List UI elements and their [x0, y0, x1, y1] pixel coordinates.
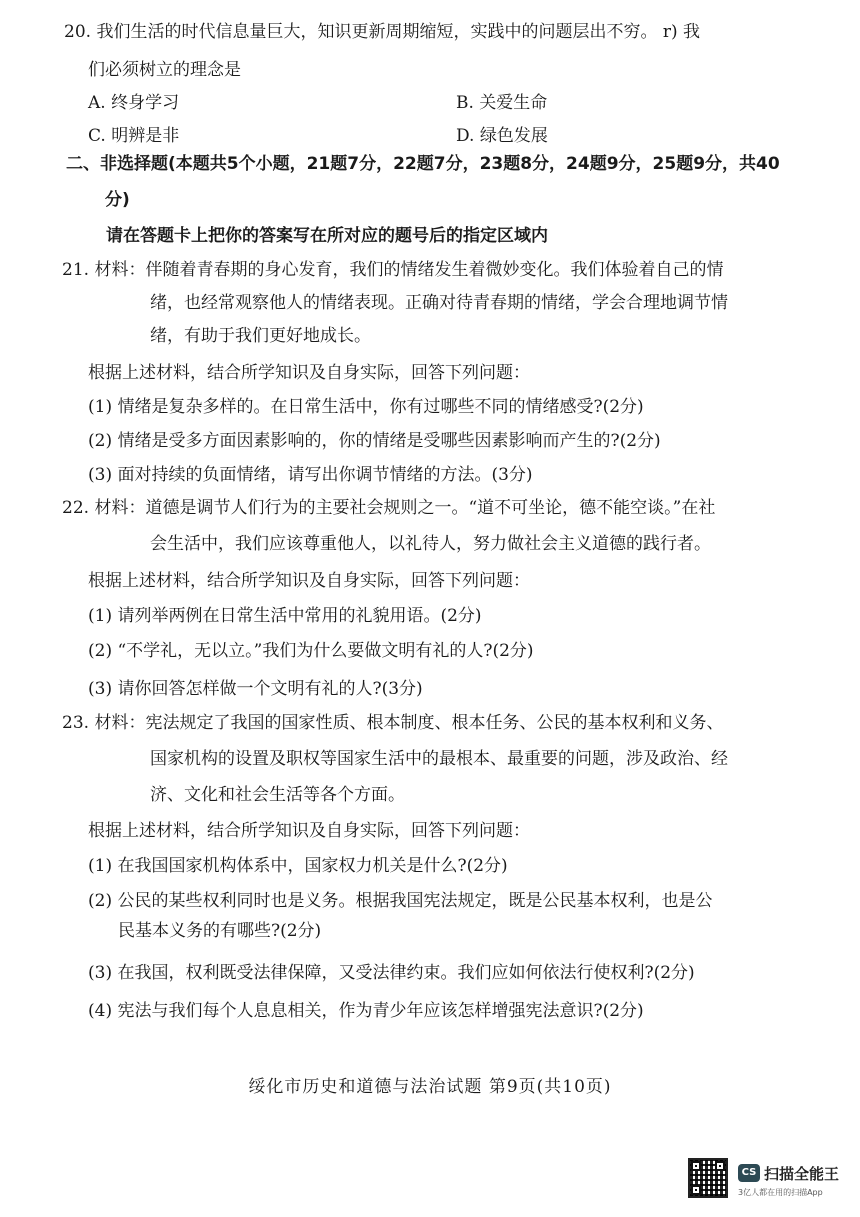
q22-sub2: (2) “不学礼，无以立。”我们为什么要做文明有礼的人?(2分)	[88, 641, 534, 661]
scanner-tagline: 3亿人都在用的扫描App	[738, 1188, 823, 1197]
q23-sub4: (4) 宪法与我们每个人息息相关，作为青少年应该怎样增强宪法意识?(2分)	[88, 1001, 644, 1021]
q21-material-line1: 21. 材料：伴随着青春期的身心发育，我们的情绪发生着微妙变化。我们体验着自己的情	[62, 260, 724, 280]
q20-option-b: B. 关爱生命	[456, 93, 548, 113]
section-title-cont: 分)	[105, 190, 130, 210]
q21-prompt: 根据上述材料，结合所学知识及自身实际，回答下列问题：	[88, 363, 530, 383]
q23-sub2-line1: (2) 公民的某些权利同时也是义务。根据我国宪法规定，既是公民基本权利，也是公	[88, 891, 713, 911]
q20-stem-line1: 20. 我们生活的时代信息量巨大，知识更新周期缩短，实践中的问题层出不穷。 r) 我	[64, 22, 701, 42]
q23-sub2-line2: 民基本义务的有哪些?(2分)	[118, 921, 322, 941]
q21-material-line2: 绪，也经常观察他人的情绪表现。正确对待青春期的情绪，学会合理地调节情	[150, 293, 728, 313]
q23-material-line3: 济、文化和社会生活等各个方面。	[150, 785, 405, 805]
q22-sub1: (1) 请列举两例在日常生活中常用的礼貌用语。(2分)	[88, 606, 482, 626]
section-instruction: 请在答题卡上把你的答案写在所对应的题号后的指定区域内	[106, 226, 548, 246]
q23-sub3: (3) 在我国，权利既受法律保障，又受法律约束。我们应如何依法行使权利?(2分)	[88, 963, 695, 983]
q23-sub1: (1) 在我国国家机构体系中，国家权力机关是什么?(2分)	[88, 856, 508, 876]
page-footer: 绥化市历史和道德与法治试题 第9页(共10页)	[248, 1077, 612, 1097]
scanner-watermark	[688, 1158, 848, 1204]
q23-material-line1: 23. 材料：宪法规定了我国的国家性质、根本制度、根本任务、公民的基本权利和义务、	[62, 713, 724, 733]
q21-sub1: (1) 情绪是复杂多样的。在日常生活中，你有过哪些不同的情绪感受?(2分)	[88, 397, 644, 417]
q22-material-line2: 会生活中，我们应该尊重他人，以礼待人，努力做社会主义道德的践行者。	[150, 534, 711, 554]
q22-prompt: 根据上述材料，结合所学知识及自身实际，回答下列问题：	[88, 571, 530, 591]
qr-code-icon	[688, 1158, 728, 1198]
q21-material-line3: 绪，有助于我们更好地成长。	[150, 326, 371, 346]
q20-option-a: A. 终身学习	[88, 93, 180, 113]
q23-material-line2: 国家机构的设置及职权等国家生活中的最根本、最重要的问题，涉及政治、经	[150, 749, 728, 769]
q20-stem-line2: 们必须树立的理念是	[88, 60, 241, 80]
scanner-app-name: 扫描全能王	[764, 1165, 840, 1183]
q21-sub2: (2) 情绪是受多方面因素影响的，你的情绪是受哪些因素影响而产生的?(2分)	[88, 431, 661, 451]
scanner-logo: CS	[738, 1164, 760, 1182]
q22-sub3: (3) 请你回答怎样做一个文明有礼的人?(3分)	[88, 679, 423, 699]
q20-option-d: D. 绿色发展	[456, 126, 548, 146]
q23-prompt: 根据上述材料，结合所学知识及自身实际，回答下列问题：	[88, 821, 530, 841]
q20-option-c: C. 明辨是非	[88, 126, 180, 146]
q22-material-line1: 22. 材料：道德是调节人们行为的主要社会规则之一。“道不可坐论，德不能空谈。”在社	[62, 498, 716, 518]
q21-sub3: (3) 面对持续的负面情绪，请写出你调节情绪的方法。(3分)	[88, 465, 533, 485]
section-title: 二、非选择题(本题共5个小题，21题7分，22题7分，23题8分，24题9分，25题9分，共40	[66, 154, 780, 174]
